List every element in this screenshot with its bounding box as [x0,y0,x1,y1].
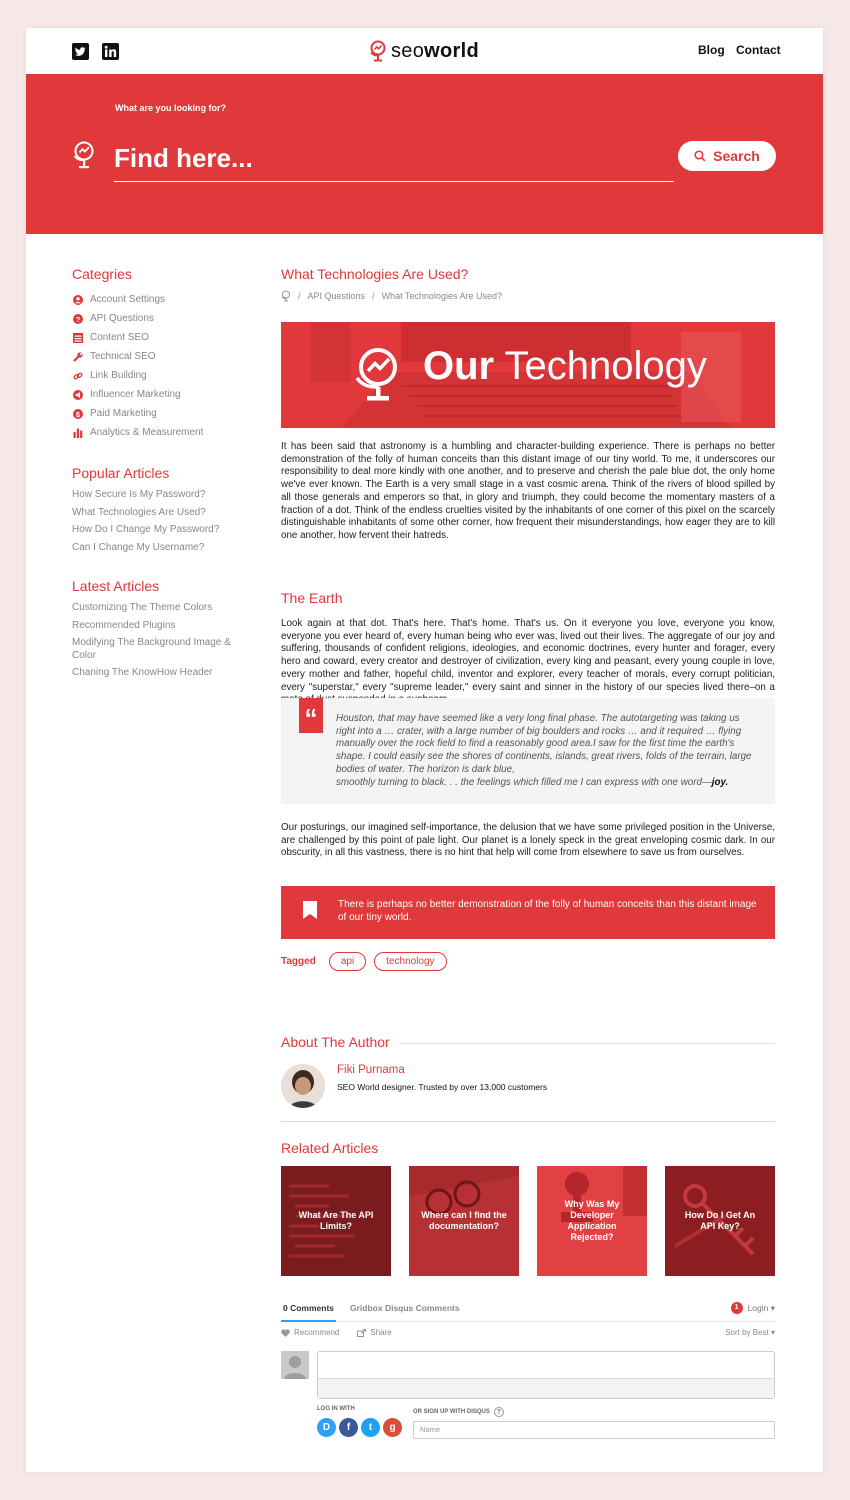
google-login-icon[interactable]: g [383,1418,402,1437]
brand-name: seoworld [391,39,479,62]
tab-comments[interactable]: 0 Comments [281,1303,336,1322]
section-heading: The Earth [281,590,343,606]
related-heading: Related Articles [281,1140,379,1156]
breadcrumb-item[interactable]: API Questions [307,291,366,301]
category-analytics[interactable] [72,423,242,442]
popular-article[interactable]: What Technologies Are Used? [72,506,206,518]
heart-icon [281,1329,290,1337]
category-api-questions[interactable] [72,309,242,328]
category-influencer-marketing[interactable] [72,385,242,404]
category-paid-marketing[interactable] [72,404,242,423]
search-button-label: Search [713,148,760,164]
page [26,28,823,1472]
tab-community[interactable]: Gridbox Disqus Comments [350,1303,460,1313]
question-icon [72,313,83,324]
comments-tabs [281,1303,775,1322]
category-content-seo[interactable] [72,328,242,347]
category-label: Analytics & Measurement [90,427,204,438]
category-label: Paid Marketing [90,408,157,419]
related-cards [281,1166,775,1276]
divider [281,1121,775,1122]
divider [399,1043,775,1044]
popular-article[interactable]: Can I Change My Username? [72,541,205,553]
banner-heading: Our Technology [423,344,707,388]
dollar-icon [72,408,83,419]
paragraph: Look again at that dot. That's here. That's home. That's us. On it everyone you love, everyone you know, everyone you ever heard of, every human being who ever was, lived out their lives. The aggregate of our joy and suffering, thousands of confident religions, ideologies, and economic doctrines, every hunter and forager, every hero and coward, every creator and destroyer of civilization, every king and peasant, every young couple in love, every mother and father, hopeful child, inventor and explorer, every teacher of morals, every corrupt politician, every "superstar," every "supreme leader," every saint and sinner in the history of our species lived there–on a [281,618,775,693]
search-hero [26,74,823,234]
wrench-icon [72,351,83,362]
popular-article[interactable]: How Do I Change My Password? [72,524,220,535]
globe-search-icon [72,140,96,175]
related-card[interactable] [281,1166,391,1276]
link-icon [72,370,83,381]
category-label: Technical SEO [90,351,156,362]
twitter-icon[interactable] [72,43,89,60]
guest-avatar-icon [281,1351,309,1379]
sort-dropdown[interactable]: Sort by Best ▾ [725,1328,775,1337]
author-avatar[interactable] [281,1064,325,1108]
author-name[interactable]: Fiki Purnama [337,1064,405,1076]
related-card[interactable] [665,1166,775,1276]
callout-text: There is perhaps no better demonstration of the folly of human conceits than this distant image of our tiny world. [338,899,757,923]
search-placeholder: Find here... [114,143,253,173]
categories-heading: Categries [72,266,132,282]
comment-actions [281,1328,775,1337]
paragraph: It has been said that astronomy is a humbling and character-building experience. There is perhaps no better demonstration of the folly of human conceits than this distant image of our tiny world. To me, it underscores our responsibility to deal more kindly with one another, and to preserve and cherish the pale blue dot, the only home we've ever known. The Earth is a very small stage in a vast cosmic arena. Think of the rivers of blood spilled by all those generals and emperors so that, in glory and triumph, they could become the momentary masters of a fraction of a dot. Think of the endless cruelties visited by the inhabitants of one corner of this pixel on the scarcely distinguishable inhabitants of some other corner, how frequent their misunderstandings, how eager they are to kill one another, how fervent their hatreds. [281,441,775,541]
share-icon [357,1329,366,1337]
category-technical-seo[interactable] [72,347,242,366]
category-label: Influencer Marketing [90,389,181,400]
globe-logo-icon [369,40,387,62]
social-login-buttons [317,1418,405,1437]
notification-badge: 1 [731,1302,743,1314]
category-label: Account Settings [90,294,166,305]
svg-text:$: $ [75,409,80,419]
article-banner [281,322,775,428]
related-card[interactable] [537,1166,647,1276]
nav-blog[interactable]: Blog [698,43,725,57]
about-author-heading: About The Author [281,1034,390,1050]
nav-contact[interactable]: Contact [736,43,781,57]
search-prompt: What are you looking for? [115,103,227,113]
breadcrumb [281,290,775,302]
latest-heading: Latest Articles [72,578,160,594]
paragraph: Our posturings, our imagined self-importance, the delusion that we have some privileged position in the Universe, are challenged by this point of pale light. Our planet is a lonely speck in the great enveloping cosmic dark. In our obscurity, in all this vastness, there is no hint that help will come from elsewhere to save us from ourselves. [281,822,775,859]
popular-heading: Popular Articles [72,465,170,481]
disqus-signup-label [413,1407,504,1417]
related-card-title: What Are The API Limits? [298,1210,374,1231]
name-input[interactable]: Name [413,1421,775,1439]
related-card-title: Why Was My Developer Application Rejected? [564,1199,620,1242]
search-icon [694,150,706,162]
svg-text:?: ? [75,314,80,324]
log-in-with-label: LOG IN WITH [317,1406,355,1412]
comment-input[interactable] [317,1351,775,1399]
latest-article[interactable]: Recommended Plugins [72,619,176,631]
share-button[interactable]: Share [370,1328,392,1337]
megaphone-icon [72,389,83,400]
latest-article[interactable]: Modifying The Background Image & Color [72,637,231,661]
popular-article[interactable]: How Secure Is My Password? [72,489,206,500]
search-button[interactable] [678,141,776,171]
facebook-login-icon[interactable]: f [339,1418,358,1437]
category-label: Content SEO [90,332,149,343]
tagged-label: Tagged [281,956,316,967]
article-title: What Technologies Are Used? [281,266,469,282]
disqus-login-icon[interactable]: D [317,1418,336,1437]
breadcrumb-separator: / [372,291,375,301]
brand-logo[interactable] [369,39,479,63]
globe-banner-icon [351,344,405,406]
home-globe-icon[interactable] [281,290,291,302]
tag-list [281,952,455,971]
recommend-button[interactable]: Recommend [294,1328,340,1337]
breadcrumb-item: What Technologies Are Used? [381,291,502,301]
related-card-title: How Do I Get An API Key? [684,1210,756,1231]
list-icon [72,332,83,343]
signup-text: OR SIGN UP WITH DISQUS [413,1409,490,1415]
tag-api[interactable]: api [329,952,366,971]
twitter-login-icon[interactable]: t [361,1418,380,1437]
category-label: API Questions [90,313,154,324]
tag-technology[interactable]: technology [374,952,446,971]
category-link-building[interactable] [72,366,242,385]
latest-article[interactable]: Customizing The Theme Colors [72,602,213,613]
help-icon[interactable]: ? [494,1407,504,1417]
category-label: Link Building [90,370,147,381]
article [281,266,775,1434]
quote-text: Houston, that may have seemed like a very long final phase. The autotargeting was taking us right into a … crater, with a large number of big boulders and rocks … and it required … flying manually over the rock field to find a reasonably good area.I saw for the first time the earth's shape. I could easily see the shores of continents, islands, great rivers, folds of the terrain, large bodies of water. The horizon is dark blue, smoothly turning to black. . . the feelings which filled me I can express with one word—joy. [336,713,752,788]
related-card-title: Where can I find the documentation? [421,1210,507,1231]
login-menu[interactable] [731,1302,775,1314]
user-icon [72,294,83,305]
bookmark-icon [303,901,317,919]
bar-chart-icon [72,427,83,438]
linkedin-icon[interactable] [102,43,119,60]
author-description: SEO World designer. Trusted by over 13,000 customers [337,1082,548,1092]
quote-mark-icon: “ [299,698,323,733]
login-label: Login ▾ [747,1302,775,1313]
callout-box [281,886,775,939]
sidebar [72,266,242,685]
search-input[interactable] [114,140,674,182]
comment-toolbar [318,1378,774,1398]
breadcrumb-separator: / [298,291,301,301]
category-account-settings[interactable] [72,290,242,309]
related-card[interactable] [409,1166,519,1276]
top-bar [26,28,823,74]
latest-article[interactable]: Chaning The KnowHow Header [72,667,213,678]
blockquote [281,698,775,804]
